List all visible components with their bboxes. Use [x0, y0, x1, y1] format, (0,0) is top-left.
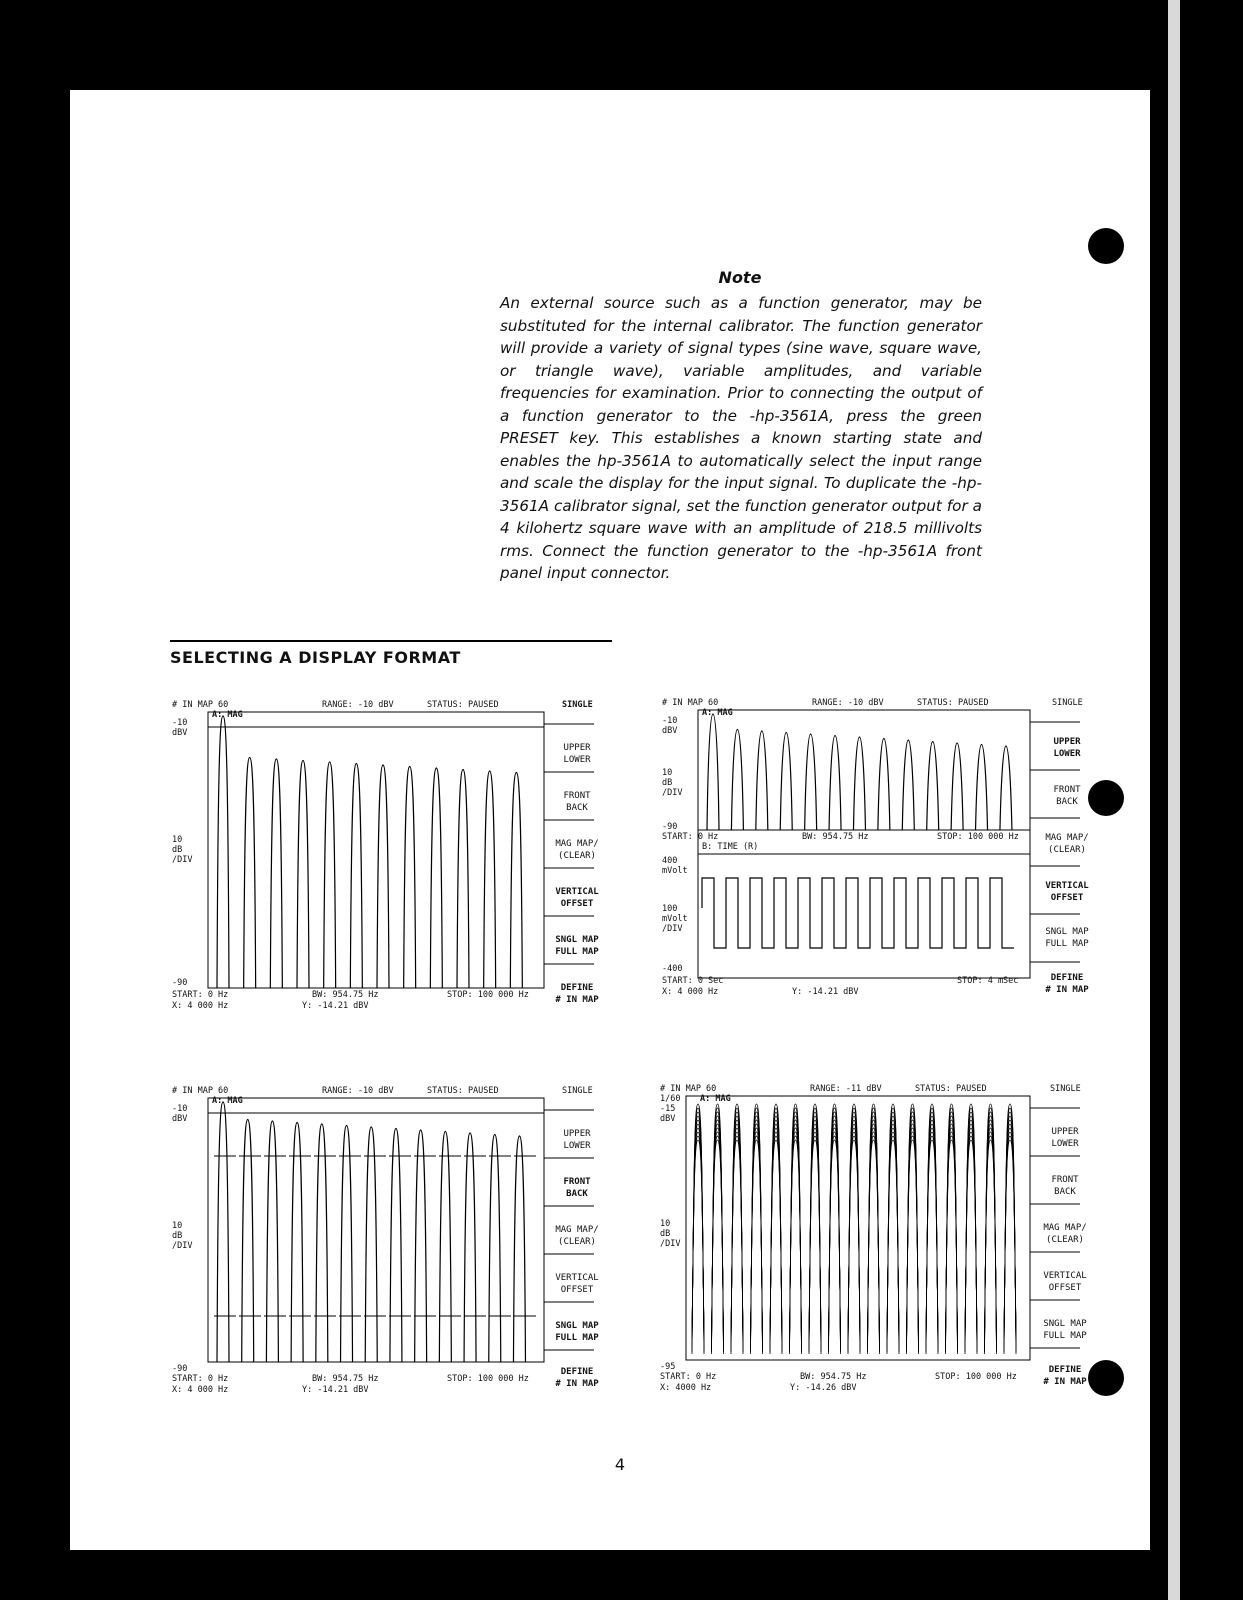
softkey-upper-lower[interactable]: UPPER LOWER	[563, 743, 591, 765]
y-bottom-label: -90	[172, 978, 188, 988]
softkey-mag-map[interactable]: MAG MAP/ (CLEAR)	[1043, 1223, 1087, 1245]
page-number: 4	[614, 1455, 626, 1474]
mode-label: SINGLE	[562, 700, 593, 710]
in-map-label: # IN MAP 60	[662, 698, 719, 708]
softkey-define-in-map[interactable]: DEFINE # IN MAP	[1043, 1365, 1087, 1387]
section-title: SELECTING A DISPLAY FORMAT	[170, 648, 461, 667]
y-marker-label: Y: -14.21 dBV	[302, 1385, 369, 1395]
y2-scale-label: 100 mVolt /DIV	[662, 904, 688, 934]
y-scale-label: 10 dB /DIV	[660, 1219, 681, 1249]
waterfall-map-plot	[660, 1084, 1100, 1414]
bw-label: BW: 954.75 Hz	[312, 990, 379, 1000]
softkey-mag-map[interactable]: MAG MAP/ (CLEAR)	[1045, 833, 1089, 855]
plot-frame	[686, 1096, 1030, 1360]
softkey-mag-map[interactable]: MAG MAP/ (CLEAR)	[555, 1225, 599, 1247]
status-label: STATUS: PAUSED	[427, 700, 499, 710]
y-top-label: -10 dBV	[172, 718, 188, 738]
y-top-label: -15 dBV	[660, 1104, 676, 1124]
softkey-define-in-map[interactable]: DEFINE # IN MAP	[555, 983, 599, 1005]
trace-label: A: MAG	[212, 1096, 243, 1106]
y-top-label: -10 dBV	[662, 716, 678, 736]
softkey-front-back[interactable]: FRONT BACK	[1053, 785, 1081, 807]
softkey-sngl-full-map[interactable]: SNGL MAP FULL MAP	[1043, 1319, 1087, 1341]
analyzer-screen-1	[172, 700, 612, 1030]
in-map-label: # IN MAP 60	[172, 700, 229, 710]
scan-edge	[1168, 0, 1180, 1600]
x-marker-label: X: 4 000 Hz	[662, 987, 719, 997]
y-scale-label: 10 dB /DIV	[172, 835, 193, 865]
status-label: STATUS: PAUSED	[917, 698, 989, 708]
y2-top-label: 400 mVolt	[662, 856, 688, 876]
spectrum-trace	[217, 716, 522, 988]
y-bottom-label: -95	[660, 1362, 676, 1372]
y-marker-label: Y: -14.26 dBV	[790, 1383, 857, 1393]
softkey-front-back[interactable]: FRONT BACK	[563, 1177, 591, 1199]
y-marker-label: Y: -14.21 dBV	[792, 987, 859, 997]
softkey-front-back[interactable]: FRONT BACK	[1051, 1175, 1079, 1197]
spectrum-trace	[217, 1102, 525, 1362]
y-scale-label: 10 dB /DIV	[172, 1221, 193, 1251]
x-marker-label: X: 4 000 Hz	[172, 1385, 229, 1395]
start-label: START: 0 Hz	[662, 832, 719, 842]
status-label: STATUS: PAUSED	[915, 1084, 987, 1094]
softkey-front-back[interactable]: FRONT BACK	[563, 791, 591, 813]
stop-label: STOP: 100 000 Hz	[937, 832, 1019, 842]
waterfall-trace	[692, 1116, 1016, 1348]
y-bottom-label: -90	[662, 822, 678, 832]
waterfall-trace	[692, 1108, 1016, 1352]
trace-label: A: MAG	[212, 710, 243, 720]
softkey-vertical-offset[interactable]: VERTICAL OFFSET	[555, 887, 599, 909]
spectrum-plot	[172, 700, 612, 1030]
status-label: STATUS: PAUSED	[427, 1086, 499, 1096]
in-map-label: # IN MAP 60	[660, 1084, 717, 1094]
x-marker-label: X: 4 000 Hz	[172, 1001, 229, 1011]
softkey-define-in-map[interactable]: DEFINE # IN MAP	[555, 1367, 599, 1389]
bw-label: BW: 954.75 Hz	[800, 1372, 867, 1382]
range-label: RANGE: -11 dBV	[810, 1084, 882, 1094]
y2-bottom-label: -400	[662, 964, 683, 974]
start-time-label: START: 0 Sec	[662, 976, 724, 986]
waterfall-trace	[692, 1120, 1016, 1346]
stop-label: STOP: 100 000 Hz	[447, 1374, 529, 1384]
softkey-vertical-offset[interactable]: VERTICAL OFFSET	[1045, 881, 1089, 903]
mode-label: SINGLE	[562, 1086, 593, 1096]
x-marker-label: X: 4000 Hz	[660, 1383, 712, 1393]
dual-trace-plot	[662, 698, 1102, 1028]
trace-label: A: MAG	[702, 708, 733, 718]
note-body: An external source such as a function generator, may be substituted for the internal calibrator. The function generator will provide a variety of signal types (sine wave, square wave, or triangle wave), variable amplitudes, and variable frequencies for examination. Prior to connecting the output of a function generator to the -hp-3561A, press the green PRESET key. This establishes a known starting state and enables the hp-3561A to automatically select the input range and scale the display for the input signal. To duplicate the -hp-3561A calibrator signal, set the function generator output for a 4 kilohertz square wave with an amplitude of 218.5 millivolts rms. Connect the function generator to the -hp-3561A front panel input connector.	[500, 294, 982, 582]
softkey-upper-lower[interactable]: UPPER LOWER	[1051, 1127, 1079, 1149]
stop-label: STOP: 100 000 Hz	[447, 990, 529, 1000]
spectrum-trace	[707, 714, 1012, 830]
range-label: RANGE: -10 dBV	[322, 1086, 394, 1096]
range-label: RANGE: -10 dBV	[322, 700, 394, 710]
softkey-vertical-offset[interactable]: VERTICAL OFFSET	[555, 1273, 599, 1295]
analyzer-screen-3	[172, 1086, 612, 1416]
start-label: START: 0 Hz	[172, 1374, 229, 1384]
trace-b-label: B: TIME (R)	[702, 842, 759, 852]
mode-label: SINGLE	[1052, 698, 1083, 708]
range-label: RANGE: -10 dBV	[812, 698, 884, 708]
bw-label: BW: 954.75 Hz	[312, 1374, 379, 1384]
y-bottom-label: -90	[172, 1364, 188, 1374]
mode-label: SINGLE	[1050, 1084, 1081, 1094]
stop-time-label: STOP: 4 mSec	[957, 976, 1019, 986]
waterfall-trace	[692, 1112, 1016, 1350]
binder-hole	[1088, 228, 1124, 264]
softkey-upper-lower[interactable]: UPPER LOWER	[1053, 737, 1081, 759]
plot-frame	[208, 712, 544, 988]
trace-label: A: MAG	[700, 1094, 731, 1104]
y-marker-label: Y: -14.21 dBV	[302, 1001, 369, 1011]
start-label: START: 0 Hz	[172, 990, 229, 1000]
softkey-mag-map[interactable]: MAG MAP/ (CLEAR)	[555, 839, 599, 861]
note-title: Note	[718, 268, 762, 287]
softkey-vertical-offset[interactable]: VERTICAL OFFSET	[1043, 1271, 1087, 1293]
softkey-sngl-full-map[interactable]: SNGL MAP FULL MAP	[555, 935, 599, 957]
bw-label: BW: 954.75 Hz	[802, 832, 869, 842]
softkey-define-in-map[interactable]: DEFINE # IN MAP	[1045, 973, 1089, 995]
section-rule	[170, 640, 612, 642]
y-top-label: -10 dBV	[172, 1104, 188, 1124]
map-index-label: 1/60	[660, 1094, 681, 1104]
softkey-sngl-full-map[interactable]: SNGL MAP FULL MAP	[1045, 927, 1089, 949]
in-map-label: # IN MAP 60	[172, 1086, 229, 1096]
softkey-upper-lower[interactable]: UPPER LOWER	[563, 1129, 591, 1151]
softkey-sngl-full-map[interactable]: SNGL MAP FULL MAP	[555, 1321, 599, 1343]
square-wave-trace	[702, 878, 1014, 948]
spectrum-front-plot	[172, 1086, 612, 1416]
analyzer-screen-2	[662, 698, 1102, 1028]
waterfall-trace	[692, 1104, 1016, 1354]
stop-label: STOP: 100 000 Hz	[935, 1372, 1017, 1382]
start-label: START: 0 Hz	[660, 1372, 717, 1382]
analyzer-screen-4	[660, 1084, 1100, 1414]
y-scale-label: 10 dB /DIV	[662, 768, 683, 798]
